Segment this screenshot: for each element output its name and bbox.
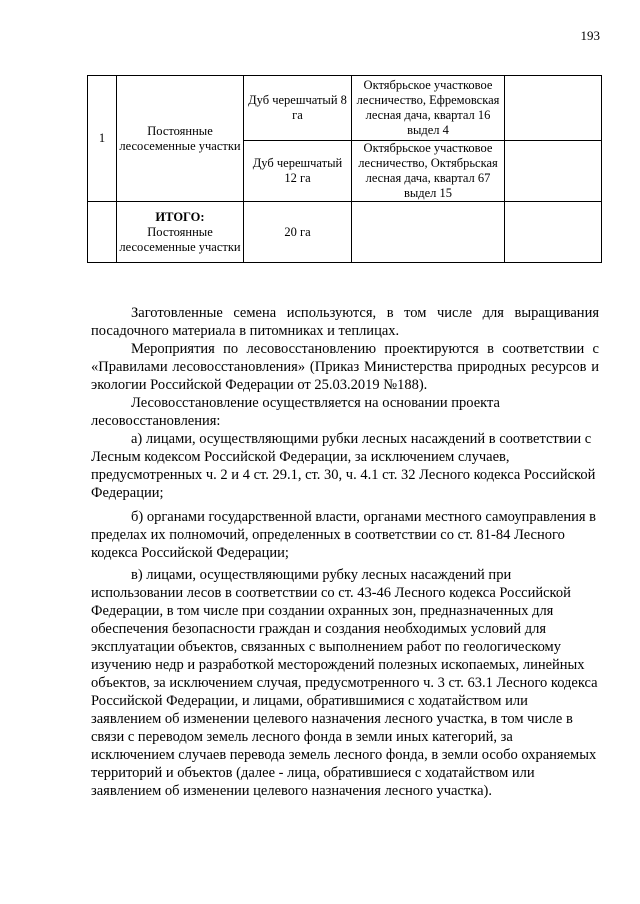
- category-cell: Постоянные лесосеменные участки: [117, 76, 244, 202]
- species-cell: Дуб черешчатый 12 га: [244, 141, 352, 202]
- paragraph-seeds: Заготовленные семена используются, в том числе для выращивания посадочного материала в питомниках и теплицах.: [91, 305, 599, 339]
- location-cell: Октябрьское участковое лесничество, Ефремовская лесная дача, квартал 16 выдел 4: [352, 76, 505, 141]
- page-number: 193: [580, 28, 600, 43]
- empty-cell: [88, 202, 117, 263]
- empty-cell: [352, 202, 505, 263]
- forest-seed-plots-table: [87, 75, 602, 263]
- list-item-c: в) лицами, осуществляющими рубку лесных насаждений при использовании лесов в соответствии со ст. 43-46 Лесного кодекса Российской Федерации, в том числе при создании охранных зон, предназначенных для обеспечения безопасности граждан и создания необходимых условий для эксплуатации объектов, связанных с выполнением работ по геологическому изучению недр и разработкой месторождений полезных ископаемых, линейных объектов, за исключением случая, предусмотренного ч. 3 ст. 63.1 Лесного кодекса Российской Федерации, и лицами, обратившимися с ходатайством или заявлением об изменении целевого назначения лесного участка, в том числе в связи с переводом земель лесного фонда в земли иных категорий, за исключением случаев перевода земель лесного фонда, в земли особо охраняемых территорий и объектов (далее - лица, обратившиеся с ходатайством или заявлением об изменении целевого назначения лесного участка).: [91, 567, 598, 799]
- empty-cell: [505, 202, 602, 263]
- list-item-b: б) органами государственной власти, органами местного самоуправления в пределах их полномочий, определенных в соответствии со ст. 81-84 Лесного кодекса Российской Федерации;: [91, 509, 597, 561]
- total-label: Постоянные лесосеменные участки: [119, 224, 241, 254]
- species-cell: Дуб черешчатый 8 га: [244, 76, 352, 141]
- table-row: [88, 76, 602, 141]
- total-label-cell: [117, 202, 244, 263]
- list-item-c-block: [91, 566, 599, 800]
- body-text: [91, 304, 599, 430]
- total-title: ИТОГО:: [155, 209, 205, 224]
- paragraph-measures: Мероприятия по лесовосстановлению проектируются в соответствии с «Правилами лесовосстановления» (Приказ Министерства природных ресурсов и экологии Российской Федерации от 25.03.2019 №188).: [91, 341, 599, 393]
- location-cell: Октябрьское участковое лесничество, Октябрьская лесная дача, квартал 67 выдел 15: [352, 141, 505, 202]
- total-area-cell: 20 га: [244, 202, 352, 263]
- total-row: [88, 202, 602, 263]
- empty-cell: [505, 76, 602, 141]
- paragraph-basis: Лесовосстановление осуществляется на основании проекта лесовосстановления:: [91, 395, 500, 429]
- row-number-cell: 1: [88, 76, 117, 202]
- list-item-a: а) лицами, осуществляющими рубки лесных насаждений в соответствии с Лесным кодексом Российской Федерации, за исключением случаев, предусмотренных ч. 2 и 4 ст. 29.1, ст. 30, ч. 4.1 ст. 32 Лесного кодекса Российской Федерации;: [91, 431, 596, 501]
- list-item-b-block: [91, 508, 599, 562]
- empty-cell: [505, 141, 602, 202]
- list-item-a-block: [91, 430, 599, 502]
